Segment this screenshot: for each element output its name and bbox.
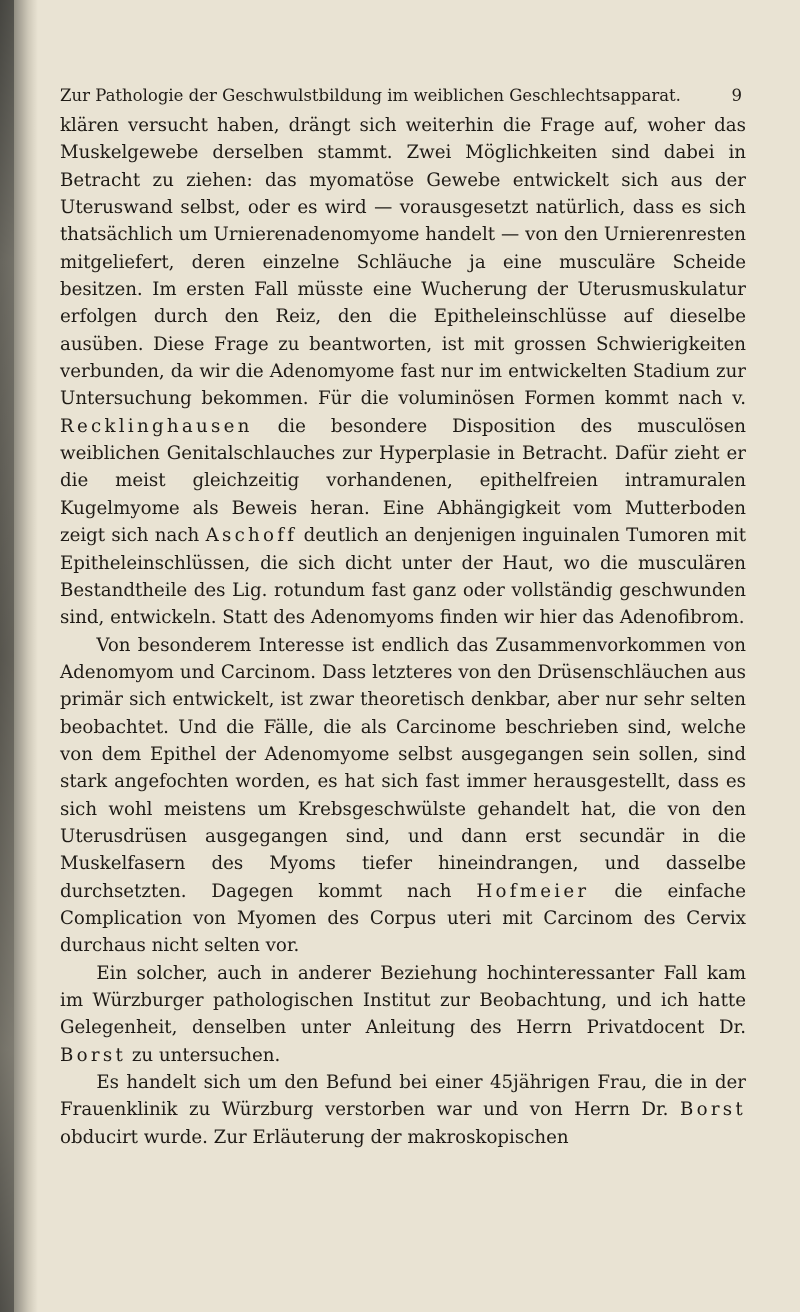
author-name-aschoff: Aschoff	[205, 525, 298, 547]
text-run: klären versucht haben, drängt sich weiterhin die Frage auf, woher das Muskelgewebe derselben stammt. Zwei Möglichkeiten sind dabei in Betracht zu ziehen: das myomatöse Gewebe entwickelt sich aus der Uteruswand selbst, oder es wird — vorausgesetzt natürlich, dass es sich thatsächlich um Urnierenadenomyome handelt — von den Urnierenresten mitgeliefert, deren einzelne Schläuche ja eine musculäre Scheide besitzen. Im ersten Fall müsste eine Wucherung der Uterusmuskulatur erfolgen durch den Reiz, den die Epitheleinschlüsse auf dieselbe ausüben. Diese Frage zu beantworten, ist mit grossen Schwierigkeiten verbunden, da wir die Adenomyome fast nur im entwickelten Stadium zur Untersuchung bekommen. Für die voluminösen Formen kommt nach v.	[60, 115, 746, 410]
author-name-recklinghausen: Recklinghausen	[60, 415, 253, 437]
body-text	[60, 112, 746, 1151]
page-number: 9	[731, 86, 742, 105]
text-run: die einfache Complication von Myomen des Corpus uteri mit Carcinom des Cervix durchaus nicht selten vor.	[60, 880, 746, 957]
author-name-borst: Borst	[679, 1099, 746, 1121]
book-page	[60, 84, 746, 1151]
text-run: zu untersuchen.	[126, 1044, 281, 1066]
running-head-title: Zur Pathologie der Geschwulstbildung im weiblichen Geschlechtsapparat.	[60, 86, 681, 105]
author-name-borst: Borst	[60, 1044, 127, 1066]
paragraph-3	[60, 960, 746, 1069]
text-run: Es handelt sich um den Befund bei einer 45jährigen Frau, die in der Frauenklinik zu Würzburg verstorben war und von Herrn Dr.	[60, 1072, 746, 1121]
text-run: Von besonderem Interesse ist endlich das Zusammenvorkommen von Adenomyom und Carcinom. Dass letzteres von den Drüsenschläuchen aus primär sich entwickelt, ist zwar theoretisch denkbar, aber nur sehr selten beobachtet. Und die Fälle, die als Carcinome beschrieben sind, welche von dem Epithel der Adenomyome selbst ausgegangen sein sollen, sind stark angefochten worden, es hat sich fast immer herausgestellt, dass es sich wohl meistens um Krebsgeschwülste gehandelt hat, die von den Uterusdrüsen ausgegangen sind, und dann erst secundär in die Muskelfasern des Myoms tiefer hineindrangen, und dasselbe durchsetzten. Dagegen kommt nach	[60, 634, 746, 902]
paragraph-4	[60, 1069, 746, 1151]
scan-edge-shadow-dark	[0, 0, 14, 1312]
text-run: deutlich an denjenigen inguinalen Tumoren mit Epitheleinschlüssen, die sich dicht unter der Haut, wo die musculären Bestandtheile des Lig. rotundum fast ganz oder vollständig geschwunden sind, entwickeln. Statt des Adenomyoms finden wir hier das Adenofibrom.	[60, 525, 747, 629]
scan-edge-shadow	[0, 0, 38, 1312]
running-head	[60, 84, 746, 108]
text-run: Ein solcher, auch in anderer Beziehung hochinteressanter Fall kam im Würzburger pathologischen Institut zur Beobachtung, und ich hatte Gelegenheit, denselben unter Anleitung des Herrn Privatdocent Dr.	[60, 962, 746, 1039]
paragraph-2	[60, 632, 746, 960]
text-run: die besondere Disposition des musculösen weiblichen Genitalschlauches zur Hyperplasie in Betracht. Dafür zieht er die meist gleichzeitig vorhandenen, epithelfreien intramuralen Kugelmyome als Beweis heran. Eine Abhängigkeit vom Mutterboden zeigt sich nach	[60, 415, 746, 547]
text-run: obducirt wurde. Zur Erläuterung der makroskopischen	[60, 1126, 569, 1148]
paragraph-1	[60, 112, 746, 632]
author-name-hofmeier: Hofmeier	[476, 880, 590, 902]
